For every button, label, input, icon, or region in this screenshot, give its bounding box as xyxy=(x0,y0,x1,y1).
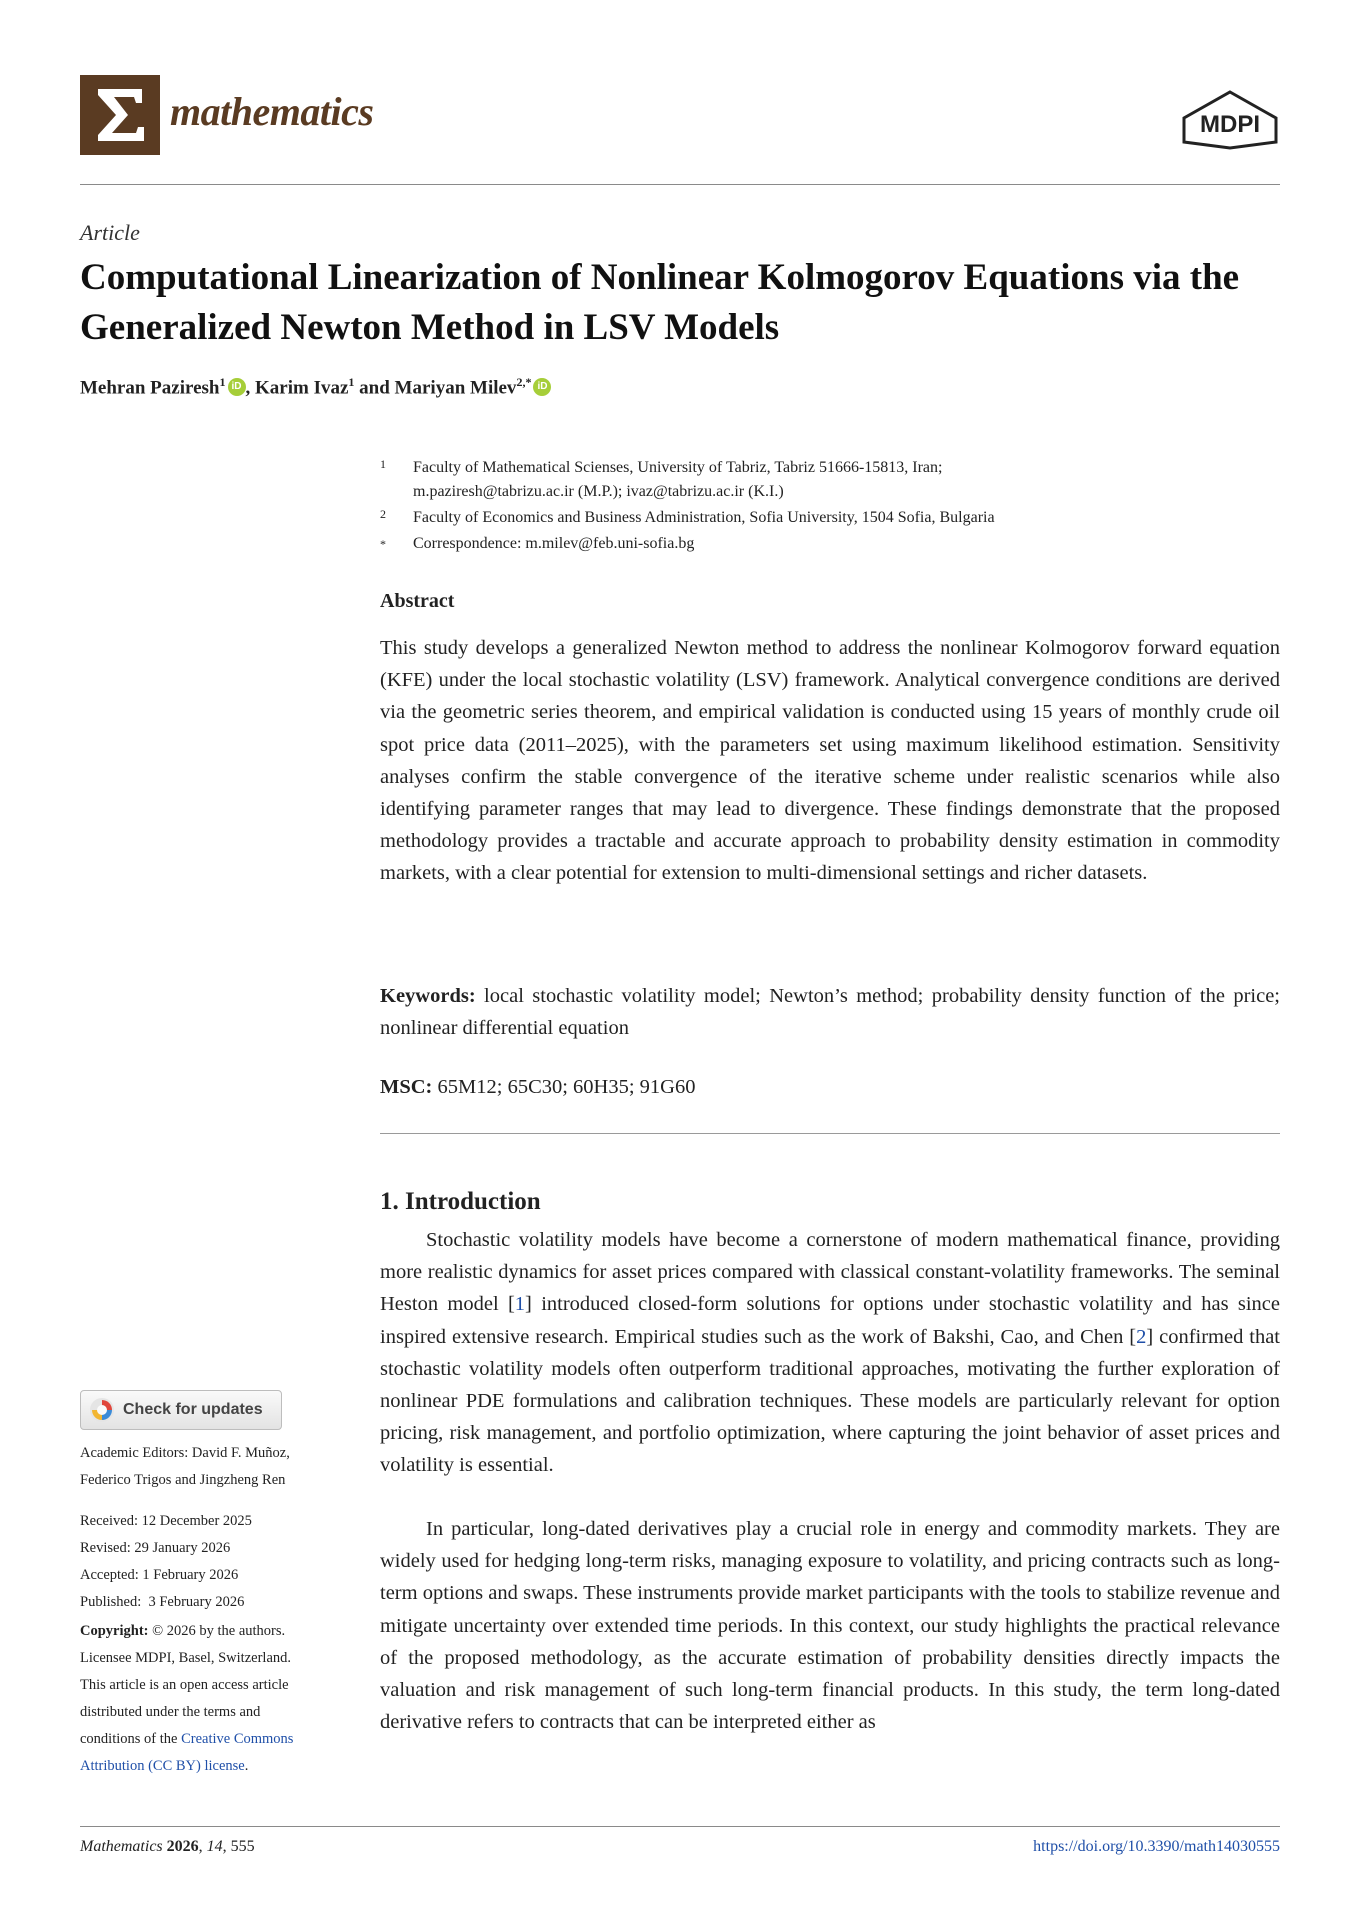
received-date: Received: 12 December 2025 xyxy=(80,1513,252,1529)
author-name: Karim Ivaz xyxy=(255,377,349,399)
keywords-label: Keywords: xyxy=(380,985,476,1007)
license-link[interactable]: Attribution (CC BY) license xyxy=(80,1758,245,1774)
author-affiliation-mark: 2,* xyxy=(516,375,532,389)
intro-paragraph-2: In particular, long-dated derivatives play a crucial role in energy and commodity markets. They are widely used for hedging long-term risks, managing exposure to volatility, and pricing contracts such as long-term options and swaps. These instruments provide market participants with the tools to stabilize revenue and mitigate uncertainty over extended time periods. In this context, our study highlights the practical relevance of the proposed methodology, as the accurate estimation of probability densities directly impacts the valuation and risk management of such long-term financial products. In this study, the term long-dated derivative refers to contracts that can be interpreted either as xyxy=(380,1518,1280,1734)
abstract-text: This study develops a generalized Newton method to address the nonlinear Kolmogorov forward equation (KFE) under the local stochastic volatility (LSV) framework. Analytical convergence conditions are derived via the geometric series theorem, and empirical validation is conducted using 15 years of monthly crude oil spot price data (2011–2025), with the parameters set using maximum likelihood estimation. Sensitivity analyses confirm the stable convergence of the iterative scheme under realistic scenarios while also identifying parameter ranges that may lead to divergence. These findings demonstrate that the proposed methodology provides a tractable and accurate approach to probability density estimation in commodity markets, with a clear potential for extension to multi-dimensional settings and richer datasets. xyxy=(380,637,1280,885)
section-heading: 1. Introduction xyxy=(380,1188,541,1215)
published-date: Published: 3 February 2026 xyxy=(80,1594,245,1610)
keywords xyxy=(380,980,1280,1044)
publication-dates xyxy=(80,1508,360,1616)
author-list: Mehran Paziresh$^1$ iD , Karim Ivaz$^1$ and Mariyan Milev$^{2,*}$ iD xyxy=(80,375,1080,399)
intro-paragraph-1: Stochastic volatility models have become a cornerstone of modern mathematical finance, providing more realistic dynamics for asset prices compared with classical constant-volatility frameworks. The seminal Heston model [1] introduced closed-form solutions for options under stochastic volatility and has since inspired extensive research. Empirical studies such as the work of Bakshi, Cao, and Chen [2] confirmed that stochastic volatility models often outperform traditional approaches, motivating the further exploration of nonlinear PDE formulations and calibration techniques. These models are particularly relevant for option pricing, risk management, and portfolio optimization, where capturing the joint behavior of asset prices and volatility is essential. xyxy=(380,1229,1281,1477)
author-affiliation-mark: 1 xyxy=(219,375,226,389)
footer-divider xyxy=(80,1826,1280,1827)
msc xyxy=(380,1071,1280,1103)
mdpi-logo xyxy=(1180,90,1280,150)
crossmark-icon xyxy=(89,1397,115,1423)
author-name: Mariyan Milev xyxy=(394,377,517,399)
sigma-icon xyxy=(80,75,160,155)
check-for-updates-label: Check for updates xyxy=(123,1401,263,1418)
accepted-date: Accepted: 1 February 2026 xyxy=(80,1567,239,1583)
copyright-notice: Copyright: © 2026 by the authors. Licensee MDPI, Basel, Switzerland. This article is an open access article distributed under the terms and conditions of the Creative Commons Attribution (CC BY) license. xyxy=(80,1623,294,1774)
doi-link[interactable]: https://doi.org/10.3390/math14030555 xyxy=(1033,1838,1280,1855)
orcid-icon[interactable]: iD xyxy=(533,378,551,396)
abstract-divider xyxy=(380,1133,1280,1134)
footer-citation: Mathematics 2026, 14, 555 xyxy=(80,1838,255,1855)
article-type: Article xyxy=(80,220,140,245)
journal-name: mathematics xyxy=(170,89,374,134)
msc-label: MSC: xyxy=(380,1076,433,1098)
revised-date: Revised: 29 January 2026 xyxy=(80,1540,231,1556)
abstract-heading: Abstract xyxy=(380,590,455,612)
academic-editors: Academic Editors: David F. Muñoz, Federico Trigos and Jingzheng Ren xyxy=(80,1445,290,1488)
journal-logo xyxy=(80,75,160,155)
publisher-name: MDPI xyxy=(1200,111,1260,138)
msc-codes: 65M12; 65C30; 60H35; 91G60 xyxy=(432,1076,696,1098)
header-divider xyxy=(80,184,1280,185)
citation-link[interactable]: 2 xyxy=(1136,1325,1147,1348)
paper-title: Computational Linearization of Nonlinear Kolmogorov Equations via the Generalized Newton Method in LSV Models xyxy=(80,257,1240,348)
author-name: Mehran Paziresh xyxy=(80,377,220,399)
keywords-text: local stochastic volatility model; Newton’s method; probability density function of the price; nonlinear differential equation xyxy=(380,985,1280,1040)
license-link[interactable]: Creative Commons xyxy=(181,1731,294,1747)
citation-link[interactable]: 1 xyxy=(514,1293,526,1316)
orcid-icon[interactable]: iD xyxy=(228,378,246,396)
author-affiliation-mark: 1 xyxy=(348,375,355,389)
check-for-updates-button[interactable] xyxy=(80,1390,282,1430)
